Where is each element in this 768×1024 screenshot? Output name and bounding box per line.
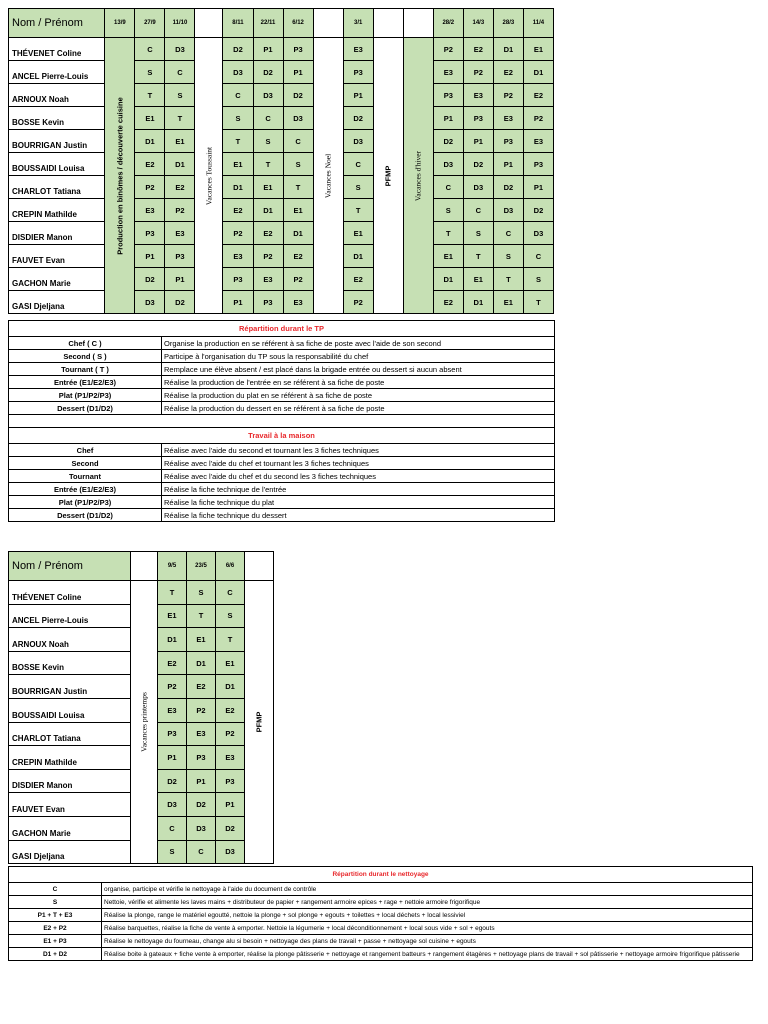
date-header: 11/10 — [165, 9, 195, 38]
student-name: CREPIN Mathilde — [9, 199, 105, 222]
legend-clean-title: Répartition durant le nettoyage — [9, 867, 753, 883]
role-code: P2 — [187, 698, 216, 722]
legend-tp-key: Entrée (E1/E2/E3) — [9, 376, 162, 389]
legend-tp-title: Répartition durant le TP — [9, 321, 555, 337]
role-code: E2 — [253, 222, 283, 245]
student-name: GACHON Marie — [9, 816, 131, 840]
vertical-label-cell — [245, 581, 274, 864]
role-code: E1 — [493, 291, 523, 314]
role-code: E1 — [216, 651, 245, 675]
role-code: D1 — [216, 675, 245, 699]
role-code: P2 — [463, 61, 493, 84]
role-code: C — [223, 84, 253, 107]
role-code: D1 — [223, 176, 253, 199]
role-code: D2 — [223, 38, 253, 61]
role-code: D3 — [187, 816, 216, 840]
role-code: D3 — [433, 153, 463, 176]
role-code: D3 — [165, 38, 195, 61]
role-code: S — [463, 222, 493, 245]
legend-tp-key: Dessert (D1/D2) — [9, 402, 162, 415]
role-code: C — [433, 176, 463, 199]
role-code: T — [463, 245, 493, 268]
role-code: C — [158, 816, 187, 840]
vertical-label: Vacances Toussaint — [204, 146, 214, 205]
role-code: E3 — [165, 222, 195, 245]
role-code: C — [216, 581, 245, 605]
role-code: D2 — [216, 816, 245, 840]
role-code: E1 — [158, 604, 187, 628]
role-code: D1 — [343, 245, 373, 268]
role-code: D2 — [253, 61, 283, 84]
vertical-label-cell — [105, 38, 135, 314]
role-code: E3 — [283, 291, 313, 314]
role-code: C — [187, 840, 216, 864]
role-code: P2 — [283, 268, 313, 291]
role-code: E3 — [135, 199, 165, 222]
date-header: 13/9 — [105, 9, 135, 38]
role-code: S — [223, 107, 253, 130]
role-code: P3 — [165, 245, 195, 268]
role-code: P2 — [433, 38, 463, 61]
role-code: E1 — [463, 268, 493, 291]
student-name: DISDIER Manon — [9, 222, 105, 245]
role-code: D3 — [223, 61, 253, 84]
student-name: BOSSE Kevin — [9, 107, 105, 130]
role-code: S — [253, 130, 283, 153]
name-header: Nom / Prénom — [9, 552, 131, 581]
role-code: D1 — [187, 651, 216, 675]
date-header: 9/5 — [158, 552, 187, 581]
vertical-label-cell — [131, 581, 158, 864]
student-name: BOUSSAIDI Louisa — [9, 698, 131, 722]
role-code: E3 — [158, 698, 187, 722]
role-code: T — [165, 107, 195, 130]
legend-tp-key: Chef ( C ) — [9, 337, 162, 350]
role-code: D2 — [463, 153, 493, 176]
student-name: ARNOUX Noah — [9, 84, 105, 107]
legend-home-key: Chef — [9, 444, 162, 457]
legend-tp-value: Réalise la production de l'entrée en se référent à sa fiche de poste — [162, 376, 555, 389]
vertical-label: Vacances Noel — [323, 153, 333, 198]
date-header: 28/2 — [433, 9, 463, 38]
role-code: D3 — [253, 84, 283, 107]
role-code: S — [493, 245, 523, 268]
role-code: P3 — [253, 291, 283, 314]
date-header: 6/12 — [283, 9, 313, 38]
role-code: D3 — [493, 199, 523, 222]
role-code: P1 — [493, 153, 523, 176]
role-code: P1 — [135, 245, 165, 268]
role-code: P3 — [158, 722, 187, 746]
role-code: D2 — [493, 176, 523, 199]
role-code: E3 — [523, 130, 553, 153]
role-code: P2 — [216, 722, 245, 746]
date-header: 27/9 — [135, 9, 165, 38]
vertical-label-cell — [313, 38, 343, 314]
role-code: P1 — [433, 107, 463, 130]
vertical-label-cell — [403, 38, 433, 314]
student-name: BOURRIGAN Justin — [9, 675, 131, 699]
role-code: S — [158, 840, 187, 864]
role-code: P3 — [283, 38, 313, 61]
legend-home-value: Réalise avec l'aide du chef et du second les 3 fiches techniques — [162, 470, 555, 483]
date-header: 22/11 — [253, 9, 283, 38]
role-code: P2 — [165, 199, 195, 222]
student-name: GASI Djeljana — [9, 291, 105, 314]
role-code: D2 — [433, 130, 463, 153]
date-header: 23/5 — [187, 552, 216, 581]
role-code: D1 — [493, 38, 523, 61]
date-header: 8/11 — [223, 9, 253, 38]
role-code: C — [523, 245, 553, 268]
role-code: P2 — [158, 675, 187, 699]
role-code: E2 — [135, 153, 165, 176]
role-code: E3 — [187, 722, 216, 746]
legend-clean-value: Réalise barquettes, réalise la fiche de vente à emporter. Nettoie la légumerie + local déconditionnement + local sous vide + sol + egouts — [102, 922, 753, 935]
role-code: D3 — [463, 176, 493, 199]
role-code: E2 — [523, 84, 553, 107]
role-code: C — [463, 199, 493, 222]
legend-clean-value: organise, participe et vérifie le nettoyage à l'aide du document de contrôle — [102, 883, 753, 896]
role-code: D3 — [283, 107, 313, 130]
role-code: D2 — [158, 769, 187, 793]
student-name: ANCEL Pierre-Louis — [9, 61, 105, 84]
role-code: T — [135, 84, 165, 107]
student-name: ANCEL Pierre-Louis — [9, 604, 131, 628]
legend-clean-value: Réalise la plonge, range le matériel egoutté, nettoie la plonge + sol plonge + egouts + toilettes + local déchets + local lessiviel — [102, 909, 753, 922]
role-code: P1 — [223, 291, 253, 314]
role-code: E3 — [463, 84, 493, 107]
role-code: P1 — [463, 130, 493, 153]
role-code: P2 — [253, 245, 283, 268]
student-name: CHARLOT Tatiana — [9, 722, 131, 746]
role-code: P1 — [343, 84, 373, 107]
role-code: D1 — [523, 61, 553, 84]
student-name: CREPIN Mathilde — [9, 746, 131, 770]
vertical-label: Production en binômes / découverte cuisine — [115, 96, 125, 255]
legend-home-key: Entrée (E1/E2/E3) — [9, 483, 162, 496]
legend-tp-key: Tournant ( T ) — [9, 363, 162, 376]
role-code: E2 — [283, 245, 313, 268]
role-code: D2 — [187, 793, 216, 817]
role-code: E2 — [223, 199, 253, 222]
legend-home-value: Réalise avec l'aide du second et tournant les 3 fiches techniques — [162, 444, 555, 457]
role-code: P3 — [463, 107, 493, 130]
role-code: T — [158, 581, 187, 605]
legend-clean-key: C — [9, 883, 102, 896]
vertical-label-cell — [373, 38, 403, 314]
role-code: T — [283, 176, 313, 199]
legend-tp-key: Plat (P1/P2/P3) — [9, 389, 162, 402]
role-code: P1 — [283, 61, 313, 84]
role-code: C — [253, 107, 283, 130]
legend-tp-home — [8, 320, 555, 522]
legend-clean-value: Réalise le nettoyage du fourneau, change alu si besoin + nettoyage des plans de travail + passe + nettoyage sol cuisine + egouts — [102, 935, 753, 948]
role-code: C — [493, 222, 523, 245]
legend-home-title: Travail à la maison — [9, 428, 555, 444]
spacer-row — [9, 415, 555, 428]
role-code: P1 — [158, 746, 187, 770]
role-code: P3 — [216, 769, 245, 793]
role-code: E1 — [433, 245, 463, 268]
role-code: S — [135, 61, 165, 84]
role-code: E1 — [283, 199, 313, 222]
role-code: E1 — [523, 38, 553, 61]
role-code: E3 — [493, 107, 523, 130]
role-code: E2 — [158, 651, 187, 675]
legend-tp-value: Participe à l'organisation du TP sous la responsabilité du chef — [162, 350, 555, 363]
role-code: T — [433, 222, 463, 245]
student-name: GASI Djeljana — [9, 840, 131, 864]
role-code: T — [523, 291, 553, 314]
date-header — [373, 9, 403, 38]
role-code: C — [165, 61, 195, 84]
legend-home-key: Second — [9, 457, 162, 470]
role-code: T — [493, 268, 523, 291]
student-name: FAUVET Evan — [9, 793, 131, 817]
legend-home-key: Plat (P1/P2/P3) — [9, 496, 162, 509]
role-code: D1 — [283, 222, 313, 245]
student-name: BOSSE Kevin — [9, 651, 131, 675]
student-name: ARNOUX Noah — [9, 628, 131, 652]
student-name: BOUSSAIDI Louisa — [9, 153, 105, 176]
role-code: D1 — [165, 153, 195, 176]
role-code: D1 — [135, 130, 165, 153]
role-code: E2 — [493, 61, 523, 84]
date-header — [313, 9, 343, 38]
role-code: E3 — [433, 61, 463, 84]
role-code: D2 — [523, 199, 553, 222]
role-code: C — [343, 153, 373, 176]
legend-tp-value: Remplace une élève absent / est placé dans la brigade entrée ou dessert si aucun absent — [162, 363, 555, 376]
legend-clean-key: P1 + T + E3 — [9, 909, 102, 922]
role-code: E1 — [223, 153, 253, 176]
legend-home-value: Réalise la fiche technique du dessert — [162, 509, 555, 522]
legend-clean-value: Nettoie, vérifie et alimente les laves mains + distributeur de papier + rangement armoire epices + rage + nettoie armoire frigorifique — [102, 896, 753, 909]
student-name: GACHON Marie — [9, 268, 105, 291]
legend-clean-key: E1 + P3 — [9, 935, 102, 948]
role-code: E2 — [463, 38, 493, 61]
date-header — [245, 552, 274, 581]
vertical-label-cell — [195, 38, 223, 314]
role-code: P3 — [343, 61, 373, 84]
role-code: D2 — [343, 107, 373, 130]
date-header: 3/1 — [343, 9, 373, 38]
role-code: T — [343, 199, 373, 222]
legend-clean-key: D1 + D2 — [9, 948, 102, 961]
role-code: S — [283, 153, 313, 176]
role-code: P2 — [523, 107, 553, 130]
role-code: E2 — [216, 698, 245, 722]
legend-tp-value: Réalise la production du dessert en se référent à sa fiche de poste — [162, 402, 555, 415]
name-header: Nom / Prénom — [9, 9, 105, 38]
role-code: E2 — [343, 268, 373, 291]
role-code: S — [343, 176, 373, 199]
role-code: D3 — [135, 291, 165, 314]
legend-home-value: Réalise avec l'aide du chef et tournant les 3 fiches techniques — [162, 457, 555, 470]
role-code: P3 — [223, 268, 253, 291]
role-code: E1 — [343, 222, 373, 245]
role-code: E3 — [223, 245, 253, 268]
legend-clean-key: E2 + P2 — [9, 922, 102, 935]
role-code: C — [283, 130, 313, 153]
role-code: P3 — [433, 84, 463, 107]
role-code: P2 — [223, 222, 253, 245]
vertical-label: PFMP — [383, 165, 393, 186]
role-code: E2 — [187, 675, 216, 699]
role-code: S — [523, 268, 553, 291]
role-code: D2 — [135, 268, 165, 291]
legend-cleaning — [8, 866, 753, 961]
role-code: D1 — [433, 268, 463, 291]
role-code: E3 — [253, 268, 283, 291]
legend-tp-value: Organise la production en se référent à sa fiche de poste avec l'aide de son second — [162, 337, 555, 350]
role-code: E1 — [253, 176, 283, 199]
role-code: D3 — [158, 793, 187, 817]
legend-tp-key: Second ( S ) — [9, 350, 162, 363]
role-code: P2 — [343, 291, 373, 314]
vertical-label: Vacances printemps — [139, 692, 149, 752]
role-code: S — [165, 84, 195, 107]
role-code: D2 — [165, 291, 195, 314]
role-code: P3 — [523, 153, 553, 176]
role-code: P1 — [253, 38, 283, 61]
role-code: D3 — [216, 840, 245, 864]
role-code: S — [433, 199, 463, 222]
date-header — [403, 9, 433, 38]
role-code: T — [223, 130, 253, 153]
role-code: D1 — [463, 291, 493, 314]
role-code: E1 — [135, 107, 165, 130]
role-code: P3 — [135, 222, 165, 245]
vertical-label: Vacances d'hiver — [413, 150, 423, 201]
role-code: T — [216, 628, 245, 652]
vertical-label: PFMP — [254, 711, 264, 733]
role-code: E2 — [433, 291, 463, 314]
legend-home-key: Tournant — [9, 470, 162, 483]
legend-home-key: Dessert (D1/D2) — [9, 509, 162, 522]
role-code: P2 — [493, 84, 523, 107]
date-header — [131, 552, 158, 581]
legend-home-value: Réalise la fiche technique de l'entrée — [162, 483, 555, 496]
role-code: D2 — [283, 84, 313, 107]
legend-clean-value: Réalise boite à gateaux + fiche vente à emporter, réalise la plonge pâtisserie + nettoyage et rangement batteurs + rangement étagères + nettoyage plans de travail + sol pâtisserie + nettoyage armoire frigorifique pâtisserie — [102, 948, 753, 961]
role-code: S — [216, 604, 245, 628]
legend-tp-value: Réalise la production du plat en se référent à sa fiche de poste — [162, 389, 555, 402]
role-code: P1 — [165, 268, 195, 291]
date-header: 28/3 — [493, 9, 523, 38]
date-header — [195, 9, 223, 38]
student-name: THÉVENET Coline — [9, 38, 105, 61]
role-code: D3 — [343, 130, 373, 153]
role-code: D1 — [253, 199, 283, 222]
role-code: P3 — [187, 746, 216, 770]
legend-clean-key: S — [9, 896, 102, 909]
role-code: D3 — [523, 222, 553, 245]
role-code: P3 — [493, 130, 523, 153]
student-name: DISDIER Manon — [9, 769, 131, 793]
rotation-table-2 — [8, 551, 274, 864]
role-code: P1 — [523, 176, 553, 199]
student-name: CHARLOT Tatiana — [9, 176, 105, 199]
student-name: THÉVENET Coline — [9, 581, 131, 605]
role-code: P2 — [135, 176, 165, 199]
role-code: E2 — [165, 176, 195, 199]
role-code: E3 — [216, 746, 245, 770]
date-header: 11/4 — [523, 9, 553, 38]
role-code: E3 — [343, 38, 373, 61]
role-code: P1 — [216, 793, 245, 817]
rotation-table-1 — [8, 8, 554, 314]
date-header: 14/3 — [463, 9, 493, 38]
role-code: T — [187, 604, 216, 628]
role-code: S — [187, 581, 216, 605]
date-header: 6/6 — [216, 552, 245, 581]
student-name: BOURRIGAN Justin — [9, 130, 105, 153]
role-code: T — [253, 153, 283, 176]
legend-home-value: Réalise la fiche technique du plat — [162, 496, 555, 509]
role-code: D1 — [158, 628, 187, 652]
role-code: E1 — [187, 628, 216, 652]
role-code: P1 — [187, 769, 216, 793]
role-code: C — [135, 38, 165, 61]
student-name: FAUVET Evan — [9, 245, 105, 268]
role-code: E1 — [165, 130, 195, 153]
